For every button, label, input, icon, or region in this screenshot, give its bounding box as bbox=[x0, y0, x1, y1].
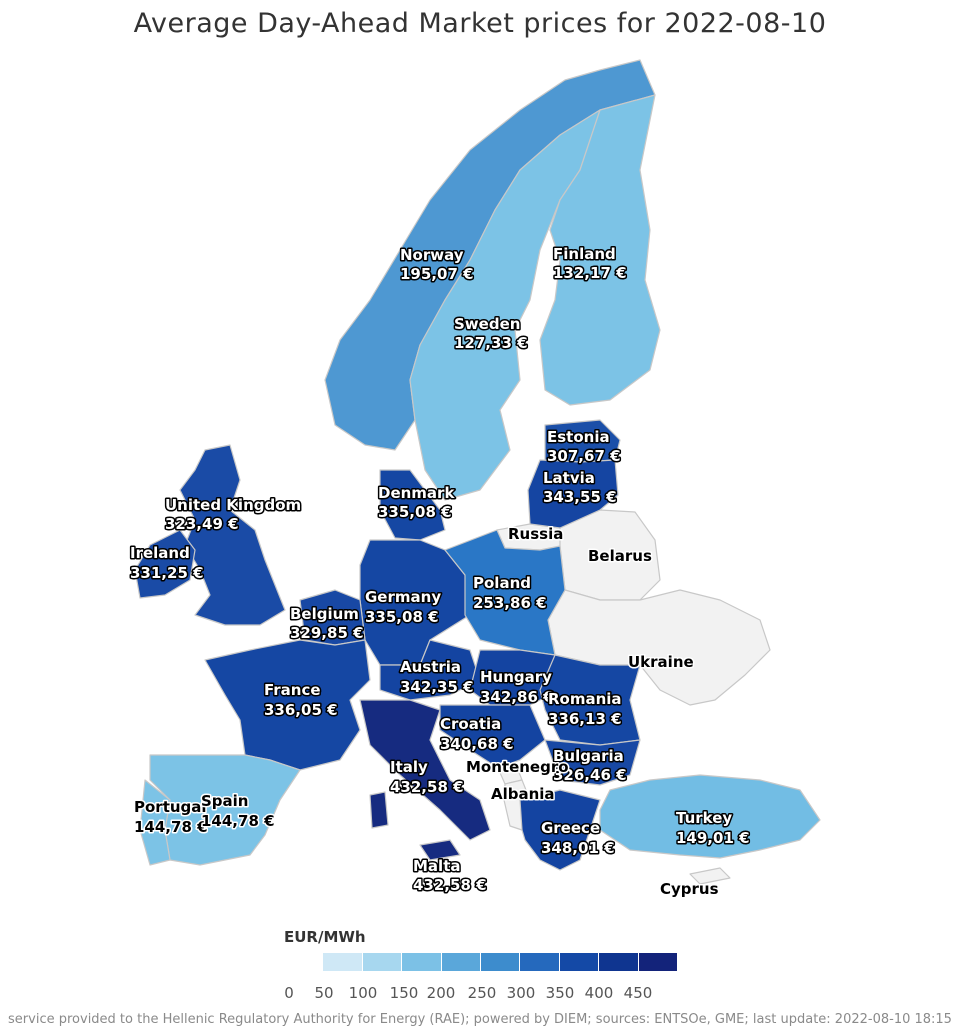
legend-swatch bbox=[481, 953, 520, 971]
label-turkey-price: 149,01 € bbox=[676, 829, 750, 847]
label-united-kingdom-price: 323,49 € bbox=[165, 515, 239, 533]
label-sweden-price: 127,33 € bbox=[454, 334, 528, 352]
label-estonia-price: 307,67 € bbox=[547, 447, 621, 465]
label-malta-price: 432,58 € bbox=[413, 876, 487, 894]
legend-tick-label: 0 bbox=[284, 984, 294, 1002]
label-austria-price: 342,35 € bbox=[400, 678, 474, 696]
label-hungary-price: 342,86 € bbox=[480, 688, 554, 706]
legend-swatch bbox=[284, 953, 323, 971]
label-denmark-price: 335,08 € bbox=[378, 503, 452, 521]
label-ukraine-name: Ukraine bbox=[628, 653, 694, 671]
label-spain-price: 144,78 € bbox=[201, 812, 275, 830]
legend-swatch bbox=[639, 953, 678, 971]
legend-tick-label: 350 bbox=[545, 984, 575, 1002]
map-title: Average Day-Ahead Market prices for 2022-08-10 bbox=[133, 8, 827, 39]
legend-swatch bbox=[402, 953, 441, 971]
legend-swatch bbox=[442, 953, 481, 971]
legend-tick-label: 300 bbox=[506, 984, 536, 1002]
label-malta-name: Malta bbox=[413, 857, 461, 875]
label-france-price: 336,05 € bbox=[264, 701, 338, 719]
label-finland-name: Finland bbox=[553, 245, 616, 263]
legend-tick-label: 100 bbox=[348, 984, 378, 1002]
legend-tick-label: 150 bbox=[389, 984, 419, 1002]
label-spain-name: Spain bbox=[201, 792, 249, 810]
label-croatia-price: 340,68 € bbox=[440, 735, 514, 753]
label-germany-name: Germany bbox=[365, 588, 442, 606]
legend-swatch bbox=[560, 953, 599, 971]
label-russia-name: Russia bbox=[508, 525, 564, 543]
legend-tick-label: 450 bbox=[623, 984, 653, 1002]
label-romania-name: Romania bbox=[548, 690, 622, 708]
legend-ticks bbox=[270, 984, 690, 1004]
label-poland-price: 253,86 € bbox=[473, 594, 547, 612]
label-portugal-name: Portugal bbox=[134, 798, 207, 816]
legend-tick-label: 200 bbox=[426, 984, 456, 1002]
label-bulgaria-price: 326,46 € bbox=[553, 766, 627, 784]
label-ireland-price: 331,25 € bbox=[130, 564, 204, 582]
footer-credits: service provided to the Hellenic Regulatory Authority for Energy (RAE); powered by DIEM; sources: ENTSOe, GME; last update: 2022-08-10 18:15 bbox=[8, 1012, 952, 1027]
label-portugal-price: 144,78 € bbox=[134, 818, 208, 836]
label-belgium-price: 329,85 € bbox=[290, 624, 364, 642]
label-turkey-name: Turkey bbox=[676, 809, 733, 827]
label-belarus-name: Belarus bbox=[588, 547, 652, 565]
label-belgium-name: Belgium bbox=[290, 605, 359, 623]
label-latvia-name: Latvia bbox=[543, 469, 595, 487]
legend-swatch bbox=[323, 953, 362, 971]
label-italy-price: 432,58 € bbox=[390, 778, 464, 796]
label-italy-name: Italy bbox=[390, 758, 428, 776]
label-cyprus-name: Cyprus bbox=[660, 880, 719, 898]
label-ireland-name: Ireland bbox=[130, 544, 190, 562]
label-croatia-name: Croatia bbox=[440, 715, 502, 733]
label-greece-name: Greece bbox=[541, 819, 601, 837]
label-finland-price: 132,17 € bbox=[553, 264, 627, 282]
legend-swatch bbox=[599, 953, 638, 971]
label-norway-price: 195,07 € bbox=[400, 265, 474, 283]
label-united-kingdom-name: United Kingdom bbox=[165, 496, 302, 514]
label-austria-name: Austria bbox=[400, 658, 462, 676]
label-greece-price: 348,01 € bbox=[541, 839, 615, 857]
country-united-kingdom[interactable] bbox=[180, 445, 285, 625]
legend-swatch bbox=[363, 953, 402, 971]
legend-tick-label: 400 bbox=[584, 984, 614, 1002]
label-poland-name: Poland bbox=[473, 574, 531, 592]
label-latvia-price: 343,55 € bbox=[543, 488, 617, 506]
legend-title: EUR/MWh bbox=[284, 928, 366, 946]
label-bulgaria-name: Bulgaria bbox=[553, 747, 624, 765]
label-romania-price: 336,13 € bbox=[548, 710, 622, 728]
label-estonia-name: Estonia bbox=[547, 428, 610, 446]
country-italy-sardinia[interactable] bbox=[370, 792, 388, 828]
label-sweden-name: Sweden bbox=[454, 315, 521, 333]
label-hungary-name: Hungary bbox=[480, 668, 552, 686]
legend-swatch bbox=[520, 953, 559, 971]
label-denmark-name: Denmark bbox=[378, 484, 455, 502]
label-norway-name: Norway bbox=[400, 246, 464, 264]
label-albania-name: Albania bbox=[491, 785, 555, 803]
label-france-name: France bbox=[264, 681, 321, 699]
legend-tick-label: 50 bbox=[314, 984, 334, 1002]
label-montenegro-name: Montenegro bbox=[466, 758, 569, 776]
label-germany-price: 335,08 € bbox=[365, 608, 439, 626]
legend-color-scale bbox=[284, 953, 678, 971]
legend-tick-label: 250 bbox=[467, 984, 497, 1002]
